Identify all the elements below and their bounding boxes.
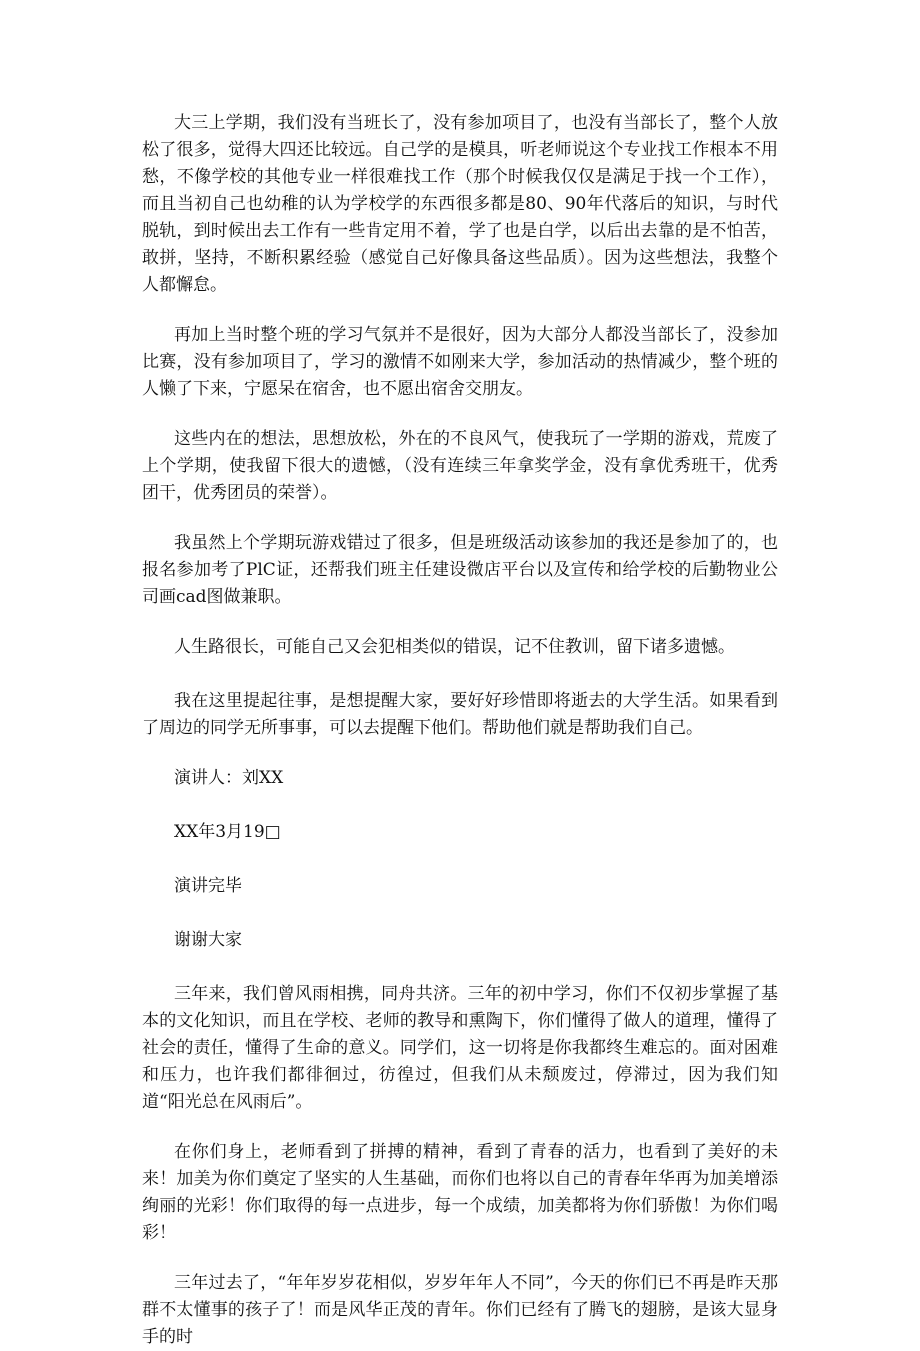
- paragraph-1: 大三上学期，我们没有当班长了，没有参加项目了，也没有当部长了，整个人放松了很多，觉得大四还比较远。自己学的是模具，听老师说这个专业找工作根本不用愁，不像学校的其他专业一样很难找工作（那个时候我仅仅是满足于找一个工作），而且当初自己也幼稚的认为学校学的东西很多都是80、90年代落后的知识，与时代脱轨，到时候出去工作有一些肯定用不着，学了也是白学，以后出去靠的是不怕苦，敢拼，坚持，不断积累经验（感觉自己好像具备这些品质）。因为这些想法，我整个人都懈怠。: [142, 113, 778, 295]
- thanks-line: 谢谢大家: [174, 930, 242, 950]
- paragraph-13: 三年过去了，“年年岁岁花相似，岁岁年年人不同”，今天的你们已不再是昨天那群不太懂事的孩子了！而是风华正茂的青年。你们已经有了腾飞的翅膀，是该大显身手的时: [142, 1273, 778, 1347]
- paragraph-2: 再加上当时整个班的学习气氛并不是很好，因为大部分人都没当部长了，没参加比赛，没有参加项目了，学习的激情不如刚来大学，参加活动的热情减少，整个班的人懒了下来，宁愿呆在宿舍，也不愿出宿舍交朋友。: [142, 325, 778, 399]
- paragraph-4: 我虽然上个学期玩游戏错过了很多，但是班级活动该参加的我还是参加了的，也报名参加考了PlC证，还帮我们班主任建设微店平台以及宣传和给学校的后勤物业公司画cad图做兼职。: [142, 533, 778, 607]
- speaker-line: 演讲人：刘XX: [174, 768, 284, 788]
- paragraph-12: 在你们身上，老师看到了拼搏的精神，看到了青春的活力，也看到了美好的未来！加美为你们奠定了坚实的人生基础，而你们也将以自己的青春年华再为加美增添绚丽的光彩！你们取得的每一点进步，每一个成绩，加美都将为你们骄傲！为你们喝彩！: [142, 1142, 778, 1243]
- closing-line: 演讲完毕: [174, 876, 242, 896]
- paragraph-11: 三年来，我们曾风雨相携，同舟共济。三年的初中学习，你们不仅初步掌握了基本的文化知识，而且在学校、老师的教导和熏陶下，你们懂得了做人的道理，懂得了社会的责任，懂得了生命的意义。同学们，这一切将是你我都终生难忘的。面对困难和压力，也许我们都徘徊过，彷徨过，但我们从未颓废过，停滞过，因为我们知道“阳光总在风雨后”。: [142, 984, 778, 1112]
- paragraph-6: 我在这里提起往事，是想提醒大家，要好好珍惜即将逝去的大学生活。如果看到了周边的同学无所事事，可以去提醒下他们。帮助他们就是帮助我们自己。: [142, 691, 778, 738]
- paragraph-5: 人生路很长，可能自己又会犯相类似的错误，记不住教训，留下诸多遗憾。: [174, 637, 735, 657]
- paragraph-3: 这些内在的想法，思想放松，外在的不良风气，使我玩了一学期的游戏，荒废了上个学期，使我留下很大的遗憾，（没有连续三年拿奖学金，没有拿优秀班干，优秀团干，优秀团员的荣誉）。: [142, 429, 778, 503]
- date-line: XX年3月19□: [174, 822, 281, 842]
